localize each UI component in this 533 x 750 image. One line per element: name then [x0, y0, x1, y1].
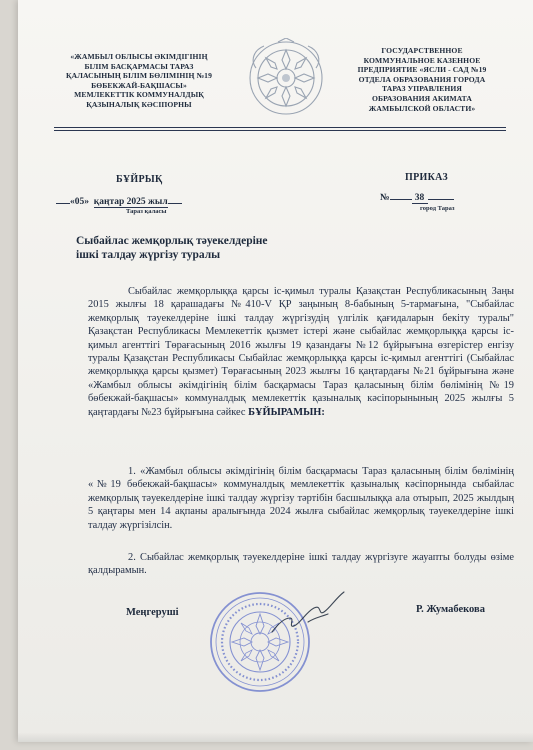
date-underline — [56, 194, 70, 204]
order-subject — [76, 234, 268, 262]
number-underline — [390, 199, 412, 200]
header-left-line: БІЛІМ БАСҚАРМАСЫ ТАРАЗ — [84, 61, 194, 71]
header-right-line: КОММУНАЛЬНОЕ КАЗЕННОЕ — [363, 55, 481, 65]
header-right-line: ТАРАЗ УПРАВЛЕНИЯ — [381, 84, 463, 94]
order-title-kz: БҰЙРЫҚ — [116, 174, 163, 185]
date-month-year: қаңтар 2025 жыл — [93, 197, 168, 207]
header-right-ru — [336, 46, 508, 113]
city-kz: Тараз қаласы — [126, 208, 167, 215]
handwritten-signature-icon — [268, 588, 348, 638]
header-left-line: «ЖАМБЫЛ ОБЛЫСЫ ӘКІМДІГІНІҢ — [70, 52, 208, 61]
order-item-1: 1. «Жамбыл облысы әкімдігінің білім басқармасы Тараз қаласының білім бөлімінің «№19 бөбекжай-бақшасы» коммуналдық мемлекеттік қазыналық кәсіпорнында сыбайлас жемқорлық тәуекелдеріне ішкі талдау жүргізу тәртібін басшылыққа ала отырып, 2025 жылдың 5 қаңтары мен 14 ақпаны аралығында 2024 жылға сыбайлас жемқорлық тәуекелдеріне ішкі талдау жүргізілсін. — [88, 466, 514, 531]
header-right-line: ГОСУДАРСТВЕННОЕ — [381, 46, 463, 55]
number-value: 38 — [412, 193, 428, 204]
date-day: «05» — [70, 197, 89, 207]
header-right-line: ОТДЕЛА ОБРАЗОВАНИЯ ГОРОДА — [358, 74, 486, 84]
header-divider-thin — [54, 130, 506, 131]
header-left-line: ҚАЗЫНАЛЫҚ КӘСІПОРНЫ — [86, 99, 192, 109]
number-sign: № — [380, 193, 390, 203]
order-number — [380, 193, 454, 204]
city-ru: город Тараз — [420, 205, 455, 212]
document-sheet — [18, 0, 533, 742]
header-left-line: БӨБЕКЖАЙ-БАҚШАСЫ» — [91, 80, 187, 90]
order-title-ru: ПРИКАЗ — [405, 172, 448, 183]
order-item-2: 2. Сыбайлас жемқорлық тәуекелдеріне ішкі талдау жүргізуге жауапты болуды өзіме қалдырамын. — [88, 552, 514, 577]
preamble-text: Сыбайлас жемқорлыққа қарсы іс-қимыл туралы Қазақстан Республикасының Заңы 2015 жылғы 18 қарашадағы №410-V ҚР заңының 8-бабының 5-тармағына, "Сыбайлас жемқорлық тәуекелдеріне ішкі талдау жүргізудің үлгілік қағидаларын бекіту туралы" Қазақстан Республикасы Мемлекеттік қызмет істері және сыбайлас жемқорлыққа қарсы іс-қимыл агенттігі Төрағасының 2016 жылғы 19 қазандағы №12 бұйрығына өзгерістер енгізу туралы Қазақстан Республикасы Сыбайлас жемқорлыққа қарсы іс-қимыл агенттігі (Сыбайлас жемқорлыққа қарсы қызмет) Төрағасының 2023 жылғы 16 қаңтардағы №21 бұйрығына және «Жамбыл облысы әкімдігінің білім басқармасы Тараз қаласының білім бөлімінің №19 бөбекжай-бақшасы» коммуналдық мемлекеттік қазыналық кәсіпорынының 2025 жылғы 5 қаңтардағы №23 бұйрығына сәйкес — [88, 286, 514, 418]
signatory-name: Р. Жумабекова — [416, 604, 485, 615]
order-keyword: БҰЙЫРАМЫН: — [248, 406, 325, 418]
subject-line: Сыбайлас жемқорлық тәуекелдеріне — [76, 235, 268, 247]
signatory-position: Меңгеруші — [126, 607, 179, 618]
header-divider — [54, 127, 506, 128]
preamble-paragraph — [88, 285, 514, 419]
header-left-line: ҚАЛАСЫНЫҢ БІЛІМ БӨЛІМІНІҢ №19 — [66, 71, 212, 81]
date-underline — [168, 194, 182, 204]
header-right-line: ЖАМБЫЛСКОЙ ОБЛАСТИ» — [368, 103, 476, 113]
header-left-kz — [54, 52, 224, 110]
number-underline — [428, 199, 454, 200]
header-right-line: ОБРАЗОВАНИЯ АКИМАТА — [371, 93, 473, 103]
state-emblem-icon — [246, 38, 326, 118]
header-right-line: ПРЕДПРИЯТИЕ «ЯСЛИ - САД №19 — [357, 65, 487, 75]
order-date — [56, 194, 182, 207]
header-left-line: МЕМЛЕКЕТТІК КОММУНАЛДЫҚ — [74, 90, 204, 100]
subject-line: ішкі талдау жүргізу туралы — [76, 249, 221, 261]
